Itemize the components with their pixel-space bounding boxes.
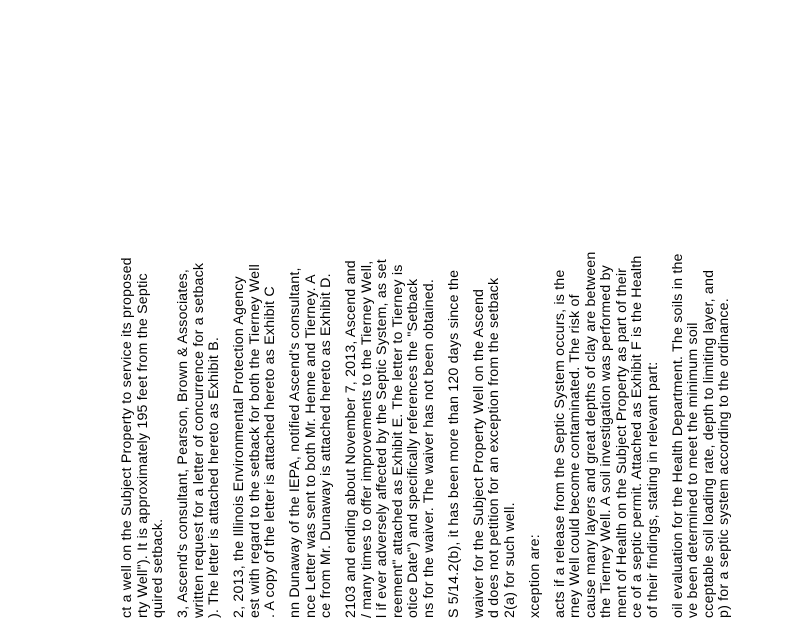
text-line: 2103 and ending about November 7, 2013, Ascend and [343, 260, 360, 618]
text-line: est with regard to the setback for both the Tierney Well [246, 264, 263, 618]
text-line: S 5/14.2(b), it has been more than 120 days since the [445, 269, 462, 618]
text-line: p) for a septic system according to the ordinance. [716, 298, 732, 618]
text-line: written request for a letter of concurrence for a setback [190, 262, 207, 618]
text-line: ce from Mr. Dunaway is attached hereto as Exhibit D. [318, 273, 335, 618]
text-line: ). The letter is attached hereto as Exhibit B. [206, 336, 223, 618]
text-line: the Tierney Well. A soil investigation was performed by [598, 265, 615, 618]
text-line: d does not petition for an exception from the setback [486, 277, 503, 618]
text-line: ce of a septic permit. Attached as Exhibit F is the Health [629, 255, 646, 618]
text-line: l if ever adversely affected by the Septic System, as set [374, 259, 391, 618]
text-line: 2(a) for such well. [501, 502, 518, 618]
text-line: xception are: [526, 534, 543, 618]
rotated-document-page [60, 0, 740, 618]
text-line: nce Letter was sent to both Mr. Henne and Tierney. A [302, 274, 319, 618]
text-line: / many times to offer improvements to the Tierney Well, [358, 260, 375, 618]
text-line: acts if a release from the Septic System occurs, is the [551, 269, 568, 618]
text-line: ve been determined to meet the minimum soil [685, 322, 701, 618]
text-line: oil evaluation for the Health Department. The soils in the [669, 253, 686, 618]
text-line: waiver for the Subject Property Well on the Ascend [470, 288, 487, 618]
text-line: cceptable soil loading rate, depth to limiting layer, and [700, 269, 717, 618]
text-line: cause many layers and great depths of clay are between [582, 251, 599, 618]
text-line: ment of Health on the Subject Property as part of their [613, 267, 630, 618]
text-line: quired setback. [150, 518, 167, 618]
text-line: rney Well could become contaminated. The risk of [567, 294, 584, 618]
text-line: 2, 2013, the Illinois Environmental Protection Agency [231, 276, 248, 618]
text-line: . A copy of the letter is attached hereto as Exhibit C [262, 286, 279, 618]
text-line: ns for the waiver. The waiver has not been obtained. [420, 278, 437, 618]
text-line: reement" attached as Exhibit E. The letter to Tierney is [389, 264, 406, 618]
text-line: otice Date") and specifically references the "Setback [405, 278, 422, 618]
text-line: of their findings, stating in relevant part: [644, 361, 661, 618]
text-line: ct a well on the Subject Property to service its proposed [119, 257, 136, 618]
text-line: rty Well"). It is approximately 195 feet from the Septic [134, 273, 151, 618]
text-line: nn Dunaway of the IEPA, notified Ascend's consultant, [287, 267, 304, 618]
text-line: 3, Ascend's consultant, Pearson, Brown & Associates, [175, 268, 192, 618]
